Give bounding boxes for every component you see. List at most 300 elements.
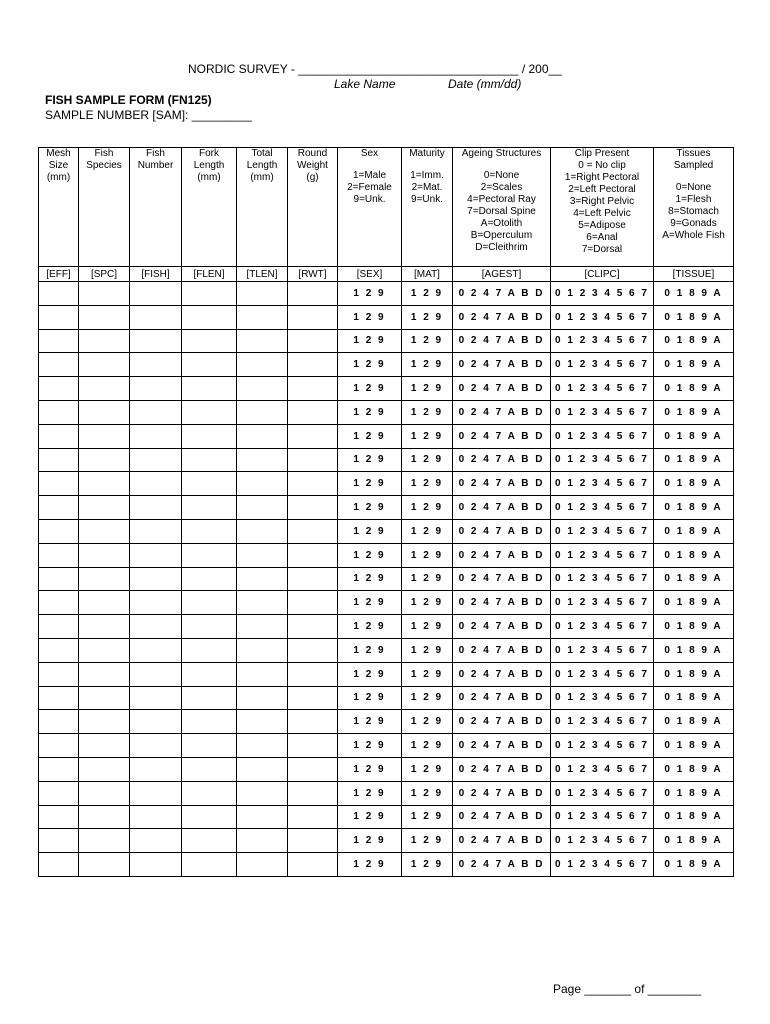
table-row (39, 400, 734, 424)
entry-cell[interactable] (182, 400, 237, 424)
entry-cell[interactable] (79, 757, 130, 781)
table-body (39, 282, 734, 877)
entry-cell[interactable] (182, 757, 237, 781)
entry-cell[interactable] (182, 781, 237, 805)
entry-cell[interactable] (79, 472, 130, 496)
tissue-options-cell[interactable]: 0 1 8 9 A (654, 353, 734, 377)
entry-cell[interactable] (130, 662, 182, 686)
entry-cell[interactable] (288, 829, 338, 853)
entry-cell[interactable] (130, 853, 182, 877)
maturity-options-cell[interactable]: 1 2 9 (402, 829, 453, 853)
sex-options-cell[interactable]: 1 2 9 (338, 615, 402, 639)
maturity-options-cell[interactable]: 1 2 9 (402, 353, 453, 377)
table-row (39, 686, 734, 710)
agest-options-cell[interactable]: 0 2 4 7 A B D (453, 305, 551, 329)
clipc-options-cell[interactable]: 0 1 2 3 4 5 6 7 (551, 353, 654, 377)
entry-cell[interactable] (39, 282, 79, 306)
entry-cell[interactable] (237, 543, 288, 567)
entry-cell[interactable] (39, 543, 79, 567)
agest-options-cell[interactable]: 0 2 4 7 A B D (453, 710, 551, 734)
table-row (39, 519, 734, 543)
entry-cell[interactable] (288, 638, 338, 662)
clipc-options-cell[interactable]: 0 1 2 3 4 5 6 7 (551, 472, 654, 496)
sex-options-cell[interactable]: 1 2 9 (338, 448, 402, 472)
entry-cell[interactable] (288, 519, 338, 543)
entry-cell[interactable] (182, 567, 237, 591)
entry-cell[interactable] (39, 734, 79, 758)
agest-options-cell[interactable]: 0 2 4 7 A B D (453, 638, 551, 662)
entry-cell[interactable] (130, 543, 182, 567)
maturity-options-cell[interactable]: 1 2 9 (402, 757, 453, 781)
tissue-options-cell[interactable]: 0 1 8 9 A (654, 448, 734, 472)
entry-cell[interactable] (39, 496, 79, 520)
entry-cell[interactable] (182, 305, 237, 329)
entry-cell[interactable] (288, 472, 338, 496)
entry-cell[interactable] (288, 448, 338, 472)
tissue-options-cell[interactable]: 0 1 8 9 A (654, 567, 734, 591)
entry-cell[interactable] (130, 305, 182, 329)
clipc-options-cell[interactable]: 0 1 2 3 4 5 6 7 (551, 829, 654, 853)
entry-cell[interactable] (79, 829, 130, 853)
entry-cell[interactable] (288, 424, 338, 448)
entry-cell[interactable] (79, 638, 130, 662)
entry-cell[interactable] (79, 781, 130, 805)
maturity-options-cell[interactable]: 1 2 9 (402, 638, 453, 662)
entry-cell[interactable] (288, 710, 338, 734)
clipc-options-cell[interactable]: 0 1 2 3 4 5 6 7 (551, 805, 654, 829)
entry-cell[interactable] (130, 448, 182, 472)
entry-cell[interactable] (288, 329, 338, 353)
agest-options-cell[interactable]: 0 2 4 7 A B D (453, 781, 551, 805)
entry-cell[interactable] (237, 781, 288, 805)
entry-cell[interactable] (79, 686, 130, 710)
entry-cell[interactable] (130, 496, 182, 520)
tissue-options-cell[interactable]: 0 1 8 9 A (654, 853, 734, 877)
tissue-options-cell[interactable]: 0 1 8 9 A (654, 734, 734, 758)
maturity-options-cell[interactable]: 1 2 9 (402, 377, 453, 401)
clipc-options-cell[interactable]: 0 1 2 3 4 5 6 7 (551, 662, 654, 686)
entry-cell[interactable] (182, 853, 237, 877)
entry-cell[interactable] (130, 710, 182, 734)
entry-cell[interactable] (130, 734, 182, 758)
entry-cell[interactable] (79, 615, 130, 639)
clipc-options-cell[interactable]: 0 1 2 3 4 5 6 7 (551, 638, 654, 662)
entry-cell[interactable] (130, 686, 182, 710)
entry-cell[interactable] (288, 496, 338, 520)
entry-cell[interactable] (130, 400, 182, 424)
entry-cell[interactable] (79, 853, 130, 877)
maturity-options-cell[interactable]: 1 2 9 (402, 686, 453, 710)
maturity-options-cell[interactable]: 1 2 9 (402, 400, 453, 424)
tissue-options-cell[interactable]: 0 1 8 9 A (654, 638, 734, 662)
entry-cell[interactable] (288, 353, 338, 377)
entry-cell[interactable] (79, 805, 130, 829)
maturity-options-cell[interactable]: 1 2 9 (402, 853, 453, 877)
tissue-options-cell[interactable]: 0 1 8 9 A (654, 424, 734, 448)
entry-cell[interactable] (130, 591, 182, 615)
clipc-options-cell[interactable]: 0 1 2 3 4 5 6 7 (551, 496, 654, 520)
agest-options-cell[interactable]: 0 2 4 7 A B D (453, 519, 551, 543)
entry-cell[interactable] (182, 424, 237, 448)
entry-cell[interactable] (237, 448, 288, 472)
entry-cell[interactable] (130, 329, 182, 353)
maturity-options-cell[interactable]: 1 2 9 (402, 448, 453, 472)
maturity-options-cell[interactable]: 1 2 9 (402, 329, 453, 353)
sex-options-cell[interactable]: 1 2 9 (338, 662, 402, 686)
agest-options-cell[interactable]: 0 2 4 7 A B D (453, 400, 551, 424)
sex-options-cell[interactable]: 1 2 9 (338, 686, 402, 710)
sex-options-cell[interactable]: 1 2 9 (338, 519, 402, 543)
entry-cell[interactable] (288, 282, 338, 306)
entry-cell[interactable] (182, 638, 237, 662)
agest-options-cell[interactable]: 0 2 4 7 A B D (453, 757, 551, 781)
clipc-options-cell[interactable]: 0 1 2 3 4 5 6 7 (551, 424, 654, 448)
clipc-options-cell[interactable]: 0 1 2 3 4 5 6 7 (551, 519, 654, 543)
entry-cell[interactable] (288, 400, 338, 424)
clipc-options-cell[interactable]: 0 1 2 3 4 5 6 7 (551, 734, 654, 758)
agest-options-cell[interactable]: 0 2 4 7 A B D (453, 424, 551, 448)
sex-options-cell[interactable]: 1 2 9 (338, 757, 402, 781)
entry-cell[interactable] (39, 400, 79, 424)
entry-cell[interactable] (237, 567, 288, 591)
column-code: [RWT] (288, 267, 338, 282)
entry-cell[interactable] (130, 781, 182, 805)
agest-options-cell[interactable]: 0 2 4 7 A B D (453, 567, 551, 591)
maturity-options-cell[interactable]: 1 2 9 (402, 710, 453, 734)
entry-cell[interactable] (39, 615, 79, 639)
column-header (402, 148, 453, 267)
entry-cell[interactable] (288, 781, 338, 805)
entry-cell[interactable] (39, 448, 79, 472)
entry-cell[interactable] (288, 734, 338, 758)
column-title: Clip Present 0 = No clip 1=Right Pectoral 2=Left Pectoral 3=Right Pelvic 4=Left Pelvic 5=Adipose 6=Anal 7=Dorsal (564, 148, 640, 255)
entry-cell[interactable] (182, 686, 237, 710)
clipc-options-cell[interactable]: 0 1 2 3 4 5 6 7 (551, 400, 654, 424)
tissue-options-cell[interactable]: 0 1 8 9 A (654, 543, 734, 567)
entry-cell[interactable] (182, 662, 237, 686)
entry-cell[interactable] (79, 282, 130, 306)
entry-cell[interactable] (39, 829, 79, 853)
agest-options-cell[interactable]: 0 2 4 7 A B D (453, 686, 551, 710)
entry-cell[interactable] (288, 757, 338, 781)
entry-cell[interactable] (182, 377, 237, 401)
clipc-options-cell[interactable]: 0 1 2 3 4 5 6 7 (551, 448, 654, 472)
entry-cell[interactable] (237, 377, 288, 401)
entry-cell[interactable] (39, 305, 79, 329)
agest-options-cell[interactable]: 0 2 4 7 A B D (453, 472, 551, 496)
entry-cell[interactable] (39, 781, 79, 805)
entry-cell[interactable] (130, 805, 182, 829)
clipc-options-cell[interactable]: 0 1 2 3 4 5 6 7 (551, 591, 654, 615)
entry-cell[interactable] (79, 448, 130, 472)
sex-options-cell[interactable]: 1 2 9 (338, 424, 402, 448)
column-code: [FISH] (130, 267, 182, 282)
entry-cell[interactable] (237, 353, 288, 377)
code-row (39, 267, 734, 282)
entry-cell[interactable] (237, 853, 288, 877)
entry-cell[interactable] (182, 591, 237, 615)
clipc-options-cell[interactable]: 0 1 2 3 4 5 6 7 (551, 781, 654, 805)
table-row (39, 638, 734, 662)
entry-cell[interactable] (79, 710, 130, 734)
entry-cell[interactable] (182, 829, 237, 853)
entry-cell[interactable] (39, 353, 79, 377)
tissue-options-cell[interactable]: 0 1 8 9 A (654, 615, 734, 639)
entry-cell[interactable] (237, 615, 288, 639)
entry-cell[interactable] (237, 496, 288, 520)
table-row (39, 377, 734, 401)
entry-cell[interactable] (79, 543, 130, 567)
clipc-options-cell[interactable]: 0 1 2 3 4 5 6 7 (551, 686, 654, 710)
entry-cell[interactable] (39, 472, 79, 496)
entry-cell[interactable] (39, 805, 79, 829)
table-row (39, 591, 734, 615)
sample-number-field[interactable]: SAMPLE NUMBER [SAM]: _________ (45, 108, 252, 122)
maturity-options-cell[interactable]: 1 2 9 (402, 424, 453, 448)
tissue-options-cell[interactable]: 0 1 8 9 A (654, 805, 734, 829)
entry-cell[interactable] (182, 734, 237, 758)
sex-options-cell[interactable]: 1 2 9 (338, 496, 402, 520)
tissue-options-cell[interactable]: 0 1 8 9 A (654, 757, 734, 781)
clipc-options-cell[interactable]: 0 1 2 3 4 5 6 7 (551, 282, 654, 306)
column-header (237, 148, 288, 267)
entry-cell[interactable] (39, 710, 79, 734)
entry-cell[interactable] (237, 638, 288, 662)
tissue-options-cell[interactable]: 0 1 8 9 A (654, 496, 734, 520)
clipc-options-cell[interactable]: 0 1 2 3 4 5 6 7 (551, 567, 654, 591)
entry-cell[interactable] (79, 496, 130, 520)
column-header (130, 148, 182, 267)
entry-cell[interactable] (130, 757, 182, 781)
sex-options-cell[interactable]: 1 2 9 (338, 734, 402, 758)
clipc-options-cell[interactable]: 0 1 2 3 4 5 6 7 (551, 543, 654, 567)
agest-options-cell[interactable]: 0 2 4 7 A B D (453, 853, 551, 877)
table-row (39, 282, 734, 306)
entry-cell[interactable] (237, 282, 288, 306)
sex-options-cell[interactable]: 1 2 9 (338, 805, 402, 829)
table-row (39, 829, 734, 853)
tissue-options-cell[interactable]: 0 1 8 9 A (654, 282, 734, 306)
tissue-options-cell[interactable]: 0 1 8 9 A (654, 710, 734, 734)
entry-cell[interactable] (288, 591, 338, 615)
entry-cell[interactable] (39, 686, 79, 710)
entry-cell[interactable] (288, 305, 338, 329)
entry-cell[interactable] (130, 282, 182, 306)
agest-options-cell[interactable]: 0 2 4 7 A B D (453, 448, 551, 472)
entry-cell[interactable] (182, 353, 237, 377)
clipc-options-cell[interactable]: 0 1 2 3 4 5 6 7 (551, 615, 654, 639)
entry-cell[interactable] (237, 829, 288, 853)
entry-cell[interactable] (288, 377, 338, 401)
entry-cell[interactable] (237, 710, 288, 734)
entry-cell[interactable] (288, 662, 338, 686)
column-title: Fish Species (86, 148, 122, 171)
entry-cell[interactable] (237, 662, 288, 686)
maturity-options-cell[interactable]: 1 2 9 (402, 781, 453, 805)
entry-cell[interactable] (39, 329, 79, 353)
clipc-options-cell[interactable]: 0 1 2 3 4 5 6 7 (551, 757, 654, 781)
entry-cell[interactable] (288, 615, 338, 639)
sex-options-cell[interactable]: 1 2 9 (338, 638, 402, 662)
entry-cell[interactable] (182, 282, 237, 306)
entry-cell[interactable] (39, 377, 79, 401)
entry-cell[interactable] (39, 567, 79, 591)
entry-cell[interactable] (39, 662, 79, 686)
sex-options-cell[interactable]: 1 2 9 (338, 567, 402, 591)
entry-cell[interactable] (39, 424, 79, 448)
sex-options-cell[interactable]: 1 2 9 (338, 591, 402, 615)
maturity-options-cell[interactable]: 1 2 9 (402, 662, 453, 686)
maturity-options-cell[interactable]: 1 2 9 (402, 305, 453, 329)
entry-cell[interactable] (79, 329, 130, 353)
maturity-options-cell[interactable]: 1 2 9 (402, 543, 453, 567)
entry-cell[interactable] (237, 400, 288, 424)
agest-options-cell[interactable]: 0 2 4 7 A B D (453, 329, 551, 353)
entry-cell[interactable] (130, 353, 182, 377)
tissue-options-cell[interactable]: 0 1 8 9 A (654, 686, 734, 710)
entry-cell[interactable] (130, 472, 182, 496)
entry-cell[interactable] (182, 710, 237, 734)
tissue-options-cell[interactable]: 0 1 8 9 A (654, 829, 734, 853)
entry-cell[interactable] (237, 305, 288, 329)
entry-cell[interactable] (288, 805, 338, 829)
sex-options-cell[interactable]: 1 2 9 (338, 781, 402, 805)
sex-options-cell[interactable]: 1 2 9 (338, 829, 402, 853)
column-title: Fork Length (mm) (193, 148, 225, 183)
entry-cell[interactable] (79, 305, 130, 329)
entry-cell[interactable] (39, 853, 79, 877)
maturity-options-cell[interactable]: 1 2 9 (402, 734, 453, 758)
sex-options-cell[interactable]: 1 2 9 (338, 543, 402, 567)
sex-options-cell[interactable]: 1 2 9 (338, 472, 402, 496)
clipc-options-cell[interactable]: 0 1 2 3 4 5 6 7 (551, 377, 654, 401)
entry-cell[interactable] (237, 757, 288, 781)
entry-cell[interactable] (130, 424, 182, 448)
entry-cell[interactable] (79, 662, 130, 686)
agest-options-cell[interactable]: 0 2 4 7 A B D (453, 377, 551, 401)
agest-options-cell[interactable]: 0 2 4 7 A B D (453, 282, 551, 306)
clipc-options-cell[interactable]: 0 1 2 3 4 5 6 7 (551, 710, 654, 734)
tissue-options-cell[interactable]: 0 1 8 9 A (654, 591, 734, 615)
clipc-options-cell[interactable]: 0 1 2 3 4 5 6 7 (551, 853, 654, 877)
page-number-field[interactable]: Page _______ of ________ (553, 982, 702, 996)
maturity-options-cell[interactable]: 1 2 9 (402, 591, 453, 615)
clipc-options-cell[interactable]: 0 1 2 3 4 5 6 7 (551, 329, 654, 353)
entry-cell[interactable] (79, 377, 130, 401)
entry-cell[interactable] (79, 424, 130, 448)
entry-cell[interactable] (288, 686, 338, 710)
table-row (39, 496, 734, 520)
entry-cell[interactable] (237, 424, 288, 448)
entry-cell[interactable] (237, 472, 288, 496)
entry-cell[interactable] (39, 591, 79, 615)
entry-cell[interactable] (130, 519, 182, 543)
tissue-options-cell[interactable]: 0 1 8 9 A (654, 662, 734, 686)
agest-options-cell[interactable]: 0 2 4 7 A B D (453, 829, 551, 853)
entry-cell[interactable] (288, 853, 338, 877)
entry-cell[interactable] (237, 805, 288, 829)
entry-cell[interactable] (237, 591, 288, 615)
entry-cell[interactable] (130, 377, 182, 401)
entry-cell[interactable] (182, 805, 237, 829)
entry-cell[interactable] (79, 353, 130, 377)
entry-cell[interactable] (130, 638, 182, 662)
entry-cell[interactable] (79, 400, 130, 424)
entry-cell[interactable] (39, 519, 79, 543)
sex-options-cell[interactable]: 1 2 9 (338, 282, 402, 306)
agest-options-cell[interactable]: 0 2 4 7 A B D (453, 496, 551, 520)
maturity-options-cell[interactable]: 1 2 9 (402, 615, 453, 639)
entry-cell[interactable] (288, 543, 338, 567)
agest-options-cell[interactable]: 0 2 4 7 A B D (453, 543, 551, 567)
tissue-options-cell[interactable]: 0 1 8 9 A (654, 781, 734, 805)
entry-cell[interactable] (182, 615, 237, 639)
maturity-options-cell[interactable]: 1 2 9 (402, 496, 453, 520)
entry-cell[interactable] (39, 638, 79, 662)
maturity-options-cell[interactable]: 1 2 9 (402, 519, 453, 543)
agest-options-cell[interactable]: 0 2 4 7 A B D (453, 615, 551, 639)
entry-cell[interactable] (182, 543, 237, 567)
entry-cell[interactable] (79, 567, 130, 591)
sex-options-cell[interactable]: 1 2 9 (338, 353, 402, 377)
sex-options-cell[interactable]: 1 2 9 (338, 400, 402, 424)
column-code: [TLEN] (237, 267, 288, 282)
entry-cell[interactable] (130, 829, 182, 853)
entry-cell[interactable] (182, 496, 237, 520)
entry-cell[interactable] (237, 686, 288, 710)
maturity-options-cell[interactable]: 1 2 9 (402, 805, 453, 829)
agest-options-cell[interactable]: 0 2 4 7 A B D (453, 353, 551, 377)
table-row (39, 757, 734, 781)
tissue-options-cell[interactable]: 0 1 8 9 A (654, 472, 734, 496)
tissue-options-cell[interactable]: 0 1 8 9 A (654, 400, 734, 424)
entry-cell[interactable] (237, 734, 288, 758)
entry-cell[interactable] (79, 734, 130, 758)
maturity-options-cell[interactable]: 1 2 9 (402, 282, 453, 306)
entry-cell[interactable] (182, 448, 237, 472)
entry-cell[interactable] (182, 329, 237, 353)
sex-options-cell[interactable]: 1 2 9 (338, 710, 402, 734)
entry-cell[interactable] (182, 472, 237, 496)
entry-cell[interactable] (130, 615, 182, 639)
table-row (39, 305, 734, 329)
entry-cell[interactable] (182, 519, 237, 543)
column-legend: 1=Imm. 2=Mat. 9=Unk. (410, 170, 444, 205)
entry-cell[interactable] (79, 591, 130, 615)
entry-cell[interactable] (79, 519, 130, 543)
tissue-options-cell[interactable]: 0 1 8 9 A (654, 377, 734, 401)
entry-cell[interactable] (237, 519, 288, 543)
sex-options-cell[interactable]: 1 2 9 (338, 377, 402, 401)
agest-options-cell[interactable]: 0 2 4 7 A B D (453, 662, 551, 686)
maturity-options-cell[interactable]: 1 2 9 (402, 567, 453, 591)
entry-cell[interactable] (39, 757, 79, 781)
entry-cell[interactable] (288, 567, 338, 591)
agest-options-cell[interactable]: 0 2 4 7 A B D (453, 734, 551, 758)
clipc-options-cell[interactable]: 0 1 2 3 4 5 6 7 (551, 305, 654, 329)
agest-options-cell[interactable]: 0 2 4 7 A B D (453, 805, 551, 829)
sex-options-cell[interactable]: 1 2 9 (338, 329, 402, 353)
sex-options-cell[interactable]: 1 2 9 (338, 305, 402, 329)
tissue-options-cell[interactable]: 0 1 8 9 A (654, 519, 734, 543)
agest-options-cell[interactable]: 0 2 4 7 A B D (453, 591, 551, 615)
maturity-options-cell[interactable]: 1 2 9 (402, 472, 453, 496)
tissue-options-cell[interactable]: 0 1 8 9 A (654, 329, 734, 353)
tissue-options-cell[interactable]: 0 1 8 9 A (654, 305, 734, 329)
entry-cell[interactable] (130, 567, 182, 591)
sex-options-cell[interactable]: 1 2 9 (338, 853, 402, 877)
entry-cell[interactable] (237, 329, 288, 353)
